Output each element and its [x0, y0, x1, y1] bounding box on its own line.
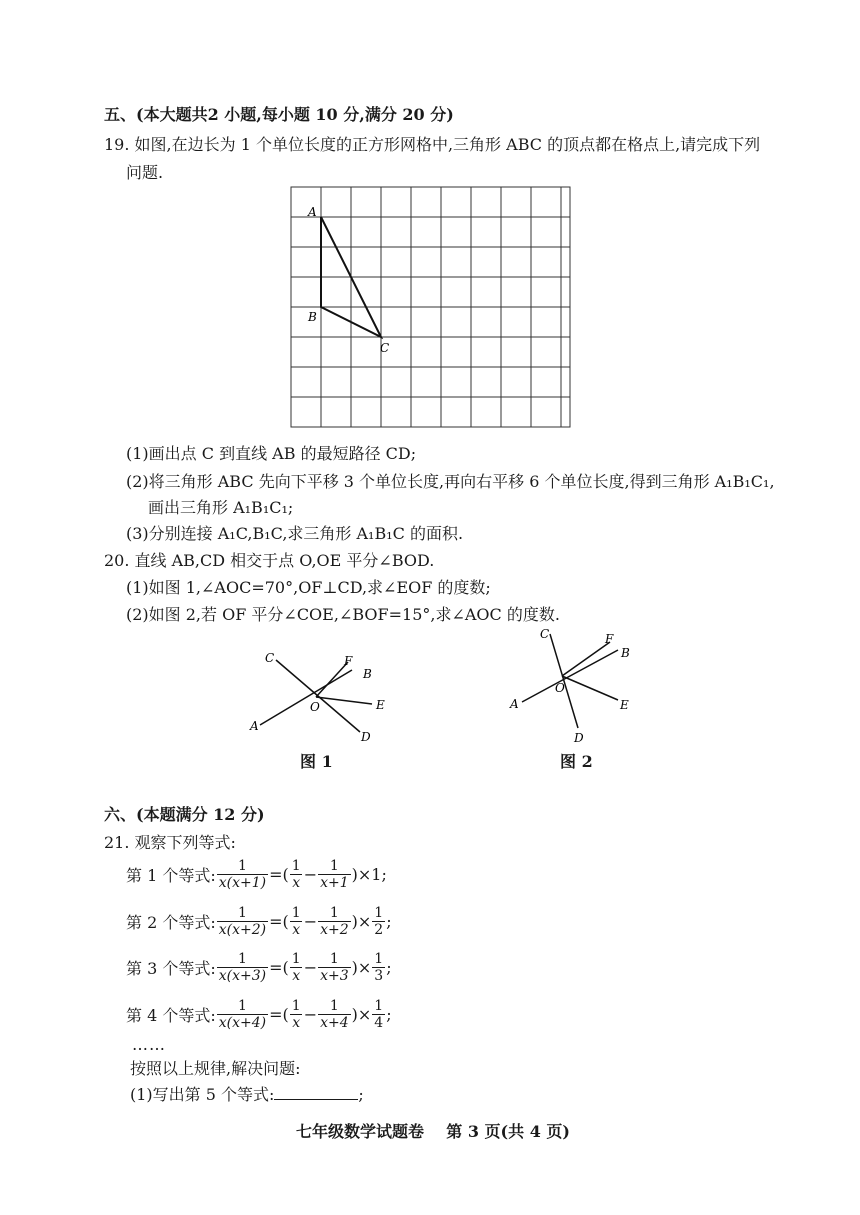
eq-frac-k: $\frac{1}{2}$ — [374, 905, 384, 938]
q20-sub2: (2)如图 2,若 OF 平分∠COE,∠BOF=15°,求∠AOC 的度数. — [126, 605, 560, 624]
eq-minus: − — [303, 865, 318, 884]
eq-end: ; — [386, 912, 392, 931]
figure-2-caption: 图 2 — [560, 752, 593, 771]
q21-rule: 按照以上规律,解决问题: — [130, 1059, 301, 1078]
fig1-label-o: O — [310, 700, 320, 714]
eq-end: ; — [386, 1005, 392, 1024]
q19-sub3: (3)分别连接 A₁C,B₁C,求三角形 A₁B₁C 的面积. — [126, 524, 464, 543]
fig2-label-d: D — [574, 731, 584, 745]
eq-minus: − — [303, 912, 318, 931]
q20-stem: 20. 直线 AB,CD 相交于点 O,OE 平分∠BOD. — [104, 551, 435, 570]
fig1-label-e: E — [376, 698, 385, 712]
eq-prefix: 第 1 个等式: — [126, 866, 216, 885]
fig2-label-e: E — [620, 698, 629, 712]
eq-end: ; — [386, 958, 392, 977]
q19-sub2-line1: (2)将三角形 ABC 先向下平移 3 个单位长度,再向右平移 6 个单位长度,得到三角形 A₁B₁C₁, — [126, 472, 775, 491]
eq-lhs-fraction: $\frac{1}{x(x+2)}$ — [218, 905, 267, 938]
eq-frac-a: $\frac{1}{x}$ — [291, 951, 301, 984]
point-label-b: B — [308, 310, 317, 324]
fig2-label-o: O — [555, 681, 565, 695]
q19-stem-line2: 问题. — [126, 163, 164, 182]
equation-row — [126, 905, 392, 938]
q19-sub2-line2: 画出三角形 A₁B₁C₁; — [148, 498, 294, 517]
eq-frac-a: $\frac{1}{x}$ — [291, 905, 301, 938]
fig1-label-c: C — [265, 651, 275, 665]
q20-sub1: (1)如图 1,∠AOC=70°,OF⊥CD,求∠EOF 的度数; — [126, 578, 491, 597]
q21-sub1-text: (1)写出第 5 个等式: — [130, 1085, 275, 1104]
eq-equals: =( — [269, 1005, 289, 1024]
equation-row — [126, 951, 392, 984]
eq-close: )× — [351, 958, 372, 977]
q21-ellipsis: …… — [132, 1035, 166, 1054]
eq-close: )× — [351, 912, 372, 931]
eq-frac-a: $\frac{1}{x}$ — [291, 858, 301, 891]
eq-prefix: 第 4 个等式: — [126, 1006, 216, 1025]
equation-row — [126, 998, 392, 1031]
point-label-a: A — [308, 205, 317, 219]
eq-equals: =( — [269, 865, 289, 884]
point-label-c: C — [380, 341, 390, 355]
q21-sub1-end: ; — [358, 1085, 364, 1104]
figure-2 — [500, 620, 650, 770]
fig1-label-a: A — [250, 719, 259, 733]
q21-stem: 21. 观察下列等式: — [104, 833, 236, 852]
fig2-label-f: F — [605, 632, 614, 646]
line-cd — [276, 660, 360, 732]
eq-minus: − — [303, 1005, 318, 1024]
fig2-label-b: B — [621, 646, 630, 660]
eq-end: ; — [381, 865, 387, 884]
eq-frac-b: $\frac{1}{x+1}$ — [320, 858, 349, 891]
eq-frac-b: $\frac{1}{x+2}$ — [320, 905, 349, 938]
section-6-title: 六、(本题满分 12 分) — [104, 805, 265, 824]
equation-row — [126, 858, 387, 891]
eq-frac-k: $\frac{1}{4}$ — [374, 998, 384, 1031]
eq-frac-b: $\frac{1}{x+3}$ — [320, 951, 349, 984]
fig1-label-d: D — [361, 730, 371, 744]
eq-lhs-fraction: $\frac{1}{x(x+4)}$ — [218, 998, 267, 1031]
eq-prefix: 第 2 个等式: — [126, 913, 216, 932]
eq-equals: =( — [269, 958, 289, 977]
eq-frac-k: $\frac{1}{3}$ — [374, 951, 384, 984]
q19-stem-line1: 19. 如图,在边长为 1 个单位长度的正方形网格中,三角形 ABC 的顶点都在格点上,请完成下列 — [104, 135, 761, 154]
eq-close: )×1 — [351, 865, 382, 884]
q21-sub1 — [130, 1084, 364, 1106]
fig2-label-c: C — [540, 627, 550, 641]
eq-frac-a: $\frac{1}{x}$ — [291, 998, 301, 1031]
fig1-label-b: B — [363, 667, 372, 681]
eq-lhs-fraction: $\frac{1}{x(x+1)}$ — [218, 858, 267, 891]
fig2-label-a: A — [510, 697, 519, 711]
ray-oe — [562, 676, 618, 700]
eq-minus: − — [303, 958, 318, 977]
q19-grid-figure — [290, 186, 572, 438]
answer-blank[interactable] — [274, 1085, 358, 1100]
q19-sub1: (1)画出点 C 到直线 AB 的最短路径 CD; — [126, 444, 417, 463]
eq-lhs-fraction: $\frac{1}{x(x+3)}$ — [218, 951, 267, 984]
section-5-title: 五、(本大题共2 小题,每小题 10 分,满分 20 分) — [104, 105, 454, 124]
eq-close: )× — [351, 1005, 372, 1024]
figure-1-caption: 图 1 — [300, 752, 333, 771]
eq-frac-b: $\frac{1}{x+4}$ — [320, 998, 349, 1031]
line-ab — [260, 670, 352, 725]
eq-equals: =( — [269, 912, 289, 931]
page-footer: 七年级数学试题卷 第 3 页(共 4 页) — [296, 1122, 570, 1141]
fig1-label-f: F — [344, 654, 353, 668]
eq-prefix: 第 3 个等式: — [126, 959, 216, 978]
